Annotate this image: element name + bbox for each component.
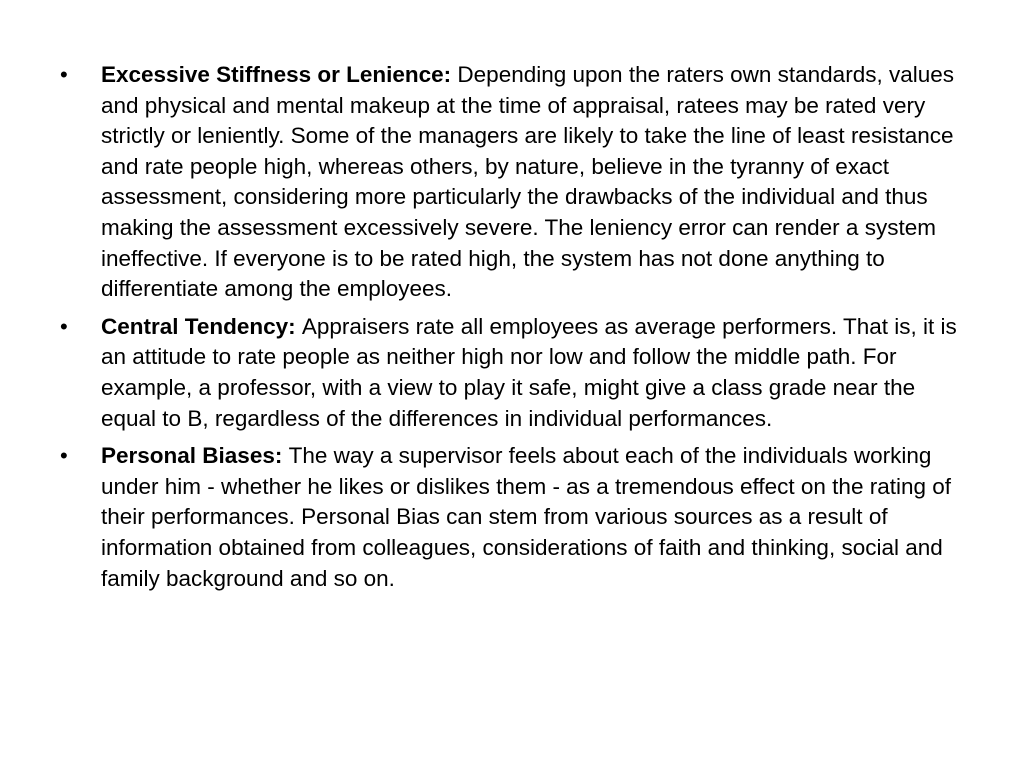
bullet-term: Personal Biases: <box>101 443 289 469</box>
bullet-icon: • <box>60 313 68 339</box>
bullet-term: Central Tendency: <box>101 313 302 339</box>
bullet-text: Appraisers rate all employees as average performers. That is, it is an attitude to rate people as neither high nor low and follow the middle path. For example, a professor, with a view to play it safe, might give a class grade near the equal to B, regardless of the differences in individual performances. <box>101 313 957 431</box>
bullet-term: Excessive Stiffness or Lenience: <box>101 62 458 87</box>
bullet-icon: • <box>60 443 68 469</box>
bullet-item-excessive-stiffness <box>60 60 965 305</box>
bullet-list <box>60 60 965 601</box>
bullet-item-central-tendency <box>60 312 965 434</box>
bullet-icon: • <box>60 62 68 87</box>
bullet-text: Depending upon the raters own standards, values and physical and mental makeup at the time of appraisal, ratees may be rated very strictly or leniently. Some of the managers are likely to take the line of least resistance and rate people high, whereas others, by nature, believe in the tyranny of exact assessment, considering more particularly the drawbacks of the individual and thus making the assessment excessively severe. The leniency error can render a system ineffective. If everyone is to be rated high, the system has not done anything to differentiate among the employees. <box>101 62 954 302</box>
bullet-item-personal-biases <box>60 441 965 594</box>
bullet-text: The way a supervisor feels about each of the individuals working under him - whether he likes or dislikes them - as a tremendous effect on the rating of their performances. Personal Bias can stem from various sources as a result of information obtained from colleagues, considerations of faith and thinking, social and family background and so on. <box>101 443 952 591</box>
